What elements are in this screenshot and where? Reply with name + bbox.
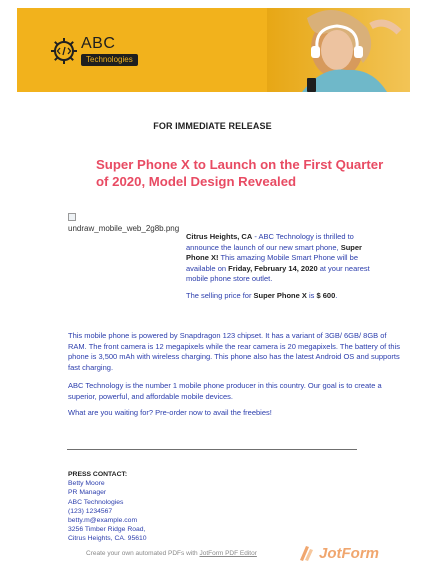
divider bbox=[67, 449, 357, 450]
contact-role: PR Manager bbox=[68, 489, 107, 497]
footer-prefix: Create your own automated PDFs with bbox=[86, 550, 200, 557]
lead-text-3: at your nearest mobile phone store outlet. bbox=[186, 263, 370, 283]
price-text-2: is bbox=[306, 291, 317, 300]
broken-image-placeholder bbox=[68, 212, 186, 234]
company-logo bbox=[49, 36, 138, 66]
contact-email[interactable]: betty.m@example.com bbox=[68, 517, 138, 525]
price-text-1: The selling price for bbox=[186, 291, 254, 300]
gear-code-icon bbox=[49, 36, 79, 66]
contact-phone: (123) 1234567 bbox=[68, 507, 113, 515]
header-banner bbox=[17, 8, 410, 92]
contact-name: Betty Moore bbox=[68, 480, 105, 488]
contact-city: Citrus Heights, CA. 95610 bbox=[68, 535, 147, 543]
company-paragraph: ABC Technology is the number 1 mobile phone producer in this country. Our goal is to create a superior, powerful, and affordable mobile devices. bbox=[68, 381, 382, 401]
press-release-title: Super Phone X to Launch on the First Quarter of 2020, Model Design Revealed bbox=[96, 157, 384, 189]
image-alt-text: undraw_mobile_web_2g8b.png bbox=[68, 224, 180, 233]
price-amount: $ 600 bbox=[316, 291, 336, 300]
lead-text-2: This amazing Mobile Smart Phone will be available on bbox=[186, 253, 359, 273]
contact-street: 3256 Timber Ridge Road, bbox=[68, 526, 146, 534]
release-label: FOR IMMEDIATE RELEASE bbox=[153, 121, 272, 131]
footer bbox=[0, 544, 425, 562]
price-text-3: . bbox=[335, 291, 338, 300]
banner-photo bbox=[267, 8, 410, 92]
lead-paragraph bbox=[186, 232, 386, 285]
footer-text bbox=[86, 550, 257, 557]
contact-company: ABC Technologies bbox=[68, 498, 124, 506]
lead-location: Citrus Heights, CA bbox=[186, 232, 253, 241]
jotform-pencil-icon bbox=[298, 544, 316, 562]
logo-technologies-text: Technologies bbox=[81, 54, 138, 66]
price-paragraph bbox=[186, 291, 386, 302]
lead-product: Super Phone X! bbox=[186, 242, 362, 262]
broken-image-icon bbox=[68, 213, 76, 221]
jotform-logo[interactable] bbox=[298, 544, 379, 562]
call-to-action-paragraph: What are you waiting for? Pre-order now to avail the freebies! bbox=[68, 408, 272, 417]
woman-with-headphones-image bbox=[267, 8, 410, 92]
logo-abc-text: ABC bbox=[81, 35, 116, 52]
lead-text-1: - ABC Technology is thrilled to announce the launch of our new smart phone, bbox=[186, 232, 354, 252]
jotform-brand-text: JotForm bbox=[319, 544, 379, 562]
jotform-pdf-editor-link[interactable]: JotForm PDF Editor bbox=[199, 550, 257, 557]
press-contact-heading: PRESS CONTACT: bbox=[68, 471, 128, 478]
price-product: Super Phone X bbox=[253, 291, 307, 300]
lead-date: Friday, February 14, 2020 bbox=[228, 263, 318, 273]
specs-paragraph: This mobile phone is powered by Snapdragon 123 chipset. It has a variant of 3GB/ 6GB/ 8GB of RAM. The front camera is 12 megapixels while the rear camera is 20 megapixels. The battery of this phone is 3,500 mAh with wireless charging. This phone also has the latest Android OS and supports fast charging. bbox=[68, 331, 400, 372]
press-contact-block bbox=[68, 470, 147, 544]
